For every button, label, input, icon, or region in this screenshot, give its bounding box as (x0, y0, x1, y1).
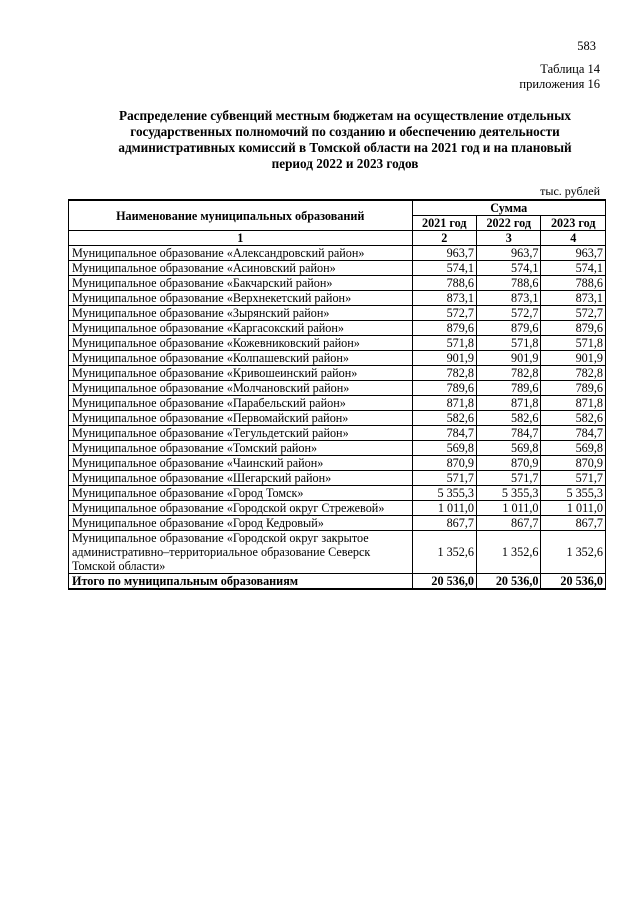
amount-2021: 1 352,6 (412, 531, 476, 574)
table-row (69, 426, 606, 441)
municipality-name: Муниципальное образование «Городской округ Стрежевой» (69, 501, 413, 516)
amount-2023: 1 352,6 (541, 531, 606, 574)
municipality-name: Муниципальное образование «Парабельский район» (69, 396, 413, 411)
amount-2022: 1 011,0 (477, 501, 541, 516)
title-line: государственных полномочий по созданию и обеспечению деятельности (130, 124, 560, 139)
amount-2022: 901,9 (477, 351, 541, 366)
amount-2021: 571,8 (412, 336, 476, 351)
table-row (69, 336, 606, 351)
table-row (69, 366, 606, 381)
total-2022: 20 536,0 (477, 574, 541, 590)
amount-2022: 867,7 (477, 516, 541, 531)
amount-2023: 782,8 (541, 366, 606, 381)
amount-2023: 871,8 (541, 396, 606, 411)
amount-2021: 789,6 (412, 381, 476, 396)
municipality-name: Муниципальное образование «Городской округ закрытое административно–территориальное образование Северск Томской области» (69, 531, 413, 574)
amount-2022: 963,7 (477, 246, 541, 261)
caption-appendix: приложения 16 (519, 77, 600, 91)
municipality-name: Муниципальное образование «Каргасокский район» (69, 321, 413, 336)
index-cell: 2 (412, 231, 476, 246)
municipality-name: Муниципальное образование «Кривошеинский район» (69, 366, 413, 381)
amount-2023: 788,6 (541, 276, 606, 291)
municipality-name: Муниципальное образование «Верхнекетский район» (69, 291, 413, 306)
amount-2022: 1 352,6 (477, 531, 541, 574)
amount-2021: 867,7 (412, 516, 476, 531)
municipality-name: Муниципальное образование «Бакчарский район» (69, 276, 413, 291)
table-row (69, 351, 606, 366)
table-row (69, 306, 606, 321)
amount-2022: 782,8 (477, 366, 541, 381)
table-row (69, 411, 606, 426)
amount-2023: 789,6 (541, 381, 606, 396)
table-row (69, 261, 606, 276)
amount-2023: 569,8 (541, 441, 606, 456)
municipality-name: Муниципальное образование «Томский район» (69, 441, 413, 456)
municipality-name: Муниципальное образование «Александровский район» (69, 246, 413, 261)
amount-2022: 870,9 (477, 456, 541, 471)
municipality-name: Муниципальное образование «Тегульдетский район» (69, 426, 413, 441)
amount-2021: 572,7 (412, 306, 476, 321)
header-year-2022: 2022 год (477, 216, 541, 231)
amount-2023: 1 011,0 (541, 501, 606, 516)
amount-2023: 963,7 (541, 246, 606, 261)
table-caption (519, 62, 600, 92)
amount-2022: 879,6 (477, 321, 541, 336)
amount-2021: 870,9 (412, 456, 476, 471)
subvention-table (68, 199, 606, 590)
amount-2023: 572,7 (541, 306, 606, 321)
amount-2023: 571,8 (541, 336, 606, 351)
amount-2022: 873,1 (477, 291, 541, 306)
title-line: период 2022 и 2023 годов (271, 156, 419, 171)
municipality-name: Муниципальное образование «Асиновский район» (69, 261, 413, 276)
table-row (69, 276, 606, 291)
table-row (69, 486, 606, 501)
municipality-name: Муниципальное образование «Колпашевский район» (69, 351, 413, 366)
amount-2021: 5 355,3 (412, 486, 476, 501)
amount-2021: 784,7 (412, 426, 476, 441)
table-row (69, 396, 606, 411)
table-row (69, 456, 606, 471)
amount-2021: 788,6 (412, 276, 476, 291)
amount-2023: 901,9 (541, 351, 606, 366)
amount-2022: 574,1 (477, 261, 541, 276)
amount-2022: 571,7 (477, 471, 541, 486)
table-row (69, 291, 606, 306)
total-label: Итого по муниципальным образованиям (69, 574, 413, 590)
amount-2021: 569,8 (412, 441, 476, 456)
table-row (69, 501, 606, 516)
index-cell: 3 (477, 231, 541, 246)
header-year-2023: 2023 год (541, 216, 606, 231)
table-row (69, 441, 606, 456)
municipality-name: Муниципальное образование «Чаинский район» (69, 456, 413, 471)
table-row (69, 381, 606, 396)
amount-2023: 574,1 (541, 261, 606, 276)
amount-2022: 5 355,3 (477, 486, 541, 501)
amount-2022: 788,6 (477, 276, 541, 291)
municipality-name: Муниципальное образование «Город Кедровый» (69, 516, 413, 531)
index-cell: 1 (69, 231, 413, 246)
amount-2022: 572,7 (477, 306, 541, 321)
amount-2022: 871,8 (477, 396, 541, 411)
amount-2021: 901,9 (412, 351, 476, 366)
amount-2021: 582,6 (412, 411, 476, 426)
table-row (69, 516, 606, 531)
header-year-2021: 2021 год (412, 216, 476, 231)
amount-2023: 784,7 (541, 426, 606, 441)
amount-2021: 879,6 (412, 321, 476, 336)
total-2023: 20 536,0 (541, 574, 606, 590)
amount-2022: 571,8 (477, 336, 541, 351)
index-row (69, 231, 606, 246)
amount-2023: 879,6 (541, 321, 606, 336)
municipality-name: Муниципальное образование «Зырянский район» (69, 306, 413, 321)
header-row (69, 200, 606, 216)
amount-2023: 5 355,3 (541, 486, 606, 501)
header-sum: Сумма (412, 200, 605, 216)
amount-2021: 571,7 (412, 471, 476, 486)
amount-2023: 867,7 (541, 516, 606, 531)
amount-2023: 582,6 (541, 411, 606, 426)
amount-2021: 871,8 (412, 396, 476, 411)
table-row (69, 246, 606, 261)
amount-2021: 873,1 (412, 291, 476, 306)
amount-2023: 873,1 (541, 291, 606, 306)
table-row (69, 321, 606, 336)
total-row (69, 574, 606, 590)
amount-2023: 870,9 (541, 456, 606, 471)
municipality-name: Муниципальное образование «Молчановский район» (69, 381, 413, 396)
amount-2021: 782,8 (412, 366, 476, 381)
document-title (95, 108, 595, 172)
amount-2022: 569,8 (477, 441, 541, 456)
title-line: Распределение субвенций местным бюджетам на осуществление отдельных (119, 108, 571, 123)
index-cell: 4 (541, 231, 606, 246)
municipality-name: Муниципальное образование «Шегарский район» (69, 471, 413, 486)
caption-table-number: Таблица 14 (540, 62, 600, 76)
amount-2022: 582,6 (477, 411, 541, 426)
table-row (69, 531, 606, 574)
amount-2023: 571,7 (541, 471, 606, 486)
amount-2022: 789,6 (477, 381, 541, 396)
units-label: тыс. рублей (540, 184, 600, 198)
municipality-name: Муниципальное образование «Первомайский район» (69, 411, 413, 426)
title-line: административных комиссий в Томской области на 2021 год и на плановый (118, 140, 572, 155)
amount-2021: 574,1 (412, 261, 476, 276)
municipality-name: Муниципальное образование «Город Томск» (69, 486, 413, 501)
total-2021: 20 536,0 (412, 574, 476, 590)
page-number: 583 (577, 39, 596, 53)
table-row (69, 471, 606, 486)
header-name: Наименование муниципальных образований (69, 200, 413, 231)
amount-2021: 1 011,0 (412, 501, 476, 516)
amount-2022: 784,7 (477, 426, 541, 441)
municipality-name: Муниципальное образование «Кожевниковский район» (69, 336, 413, 351)
amount-2021: 963,7 (412, 246, 476, 261)
